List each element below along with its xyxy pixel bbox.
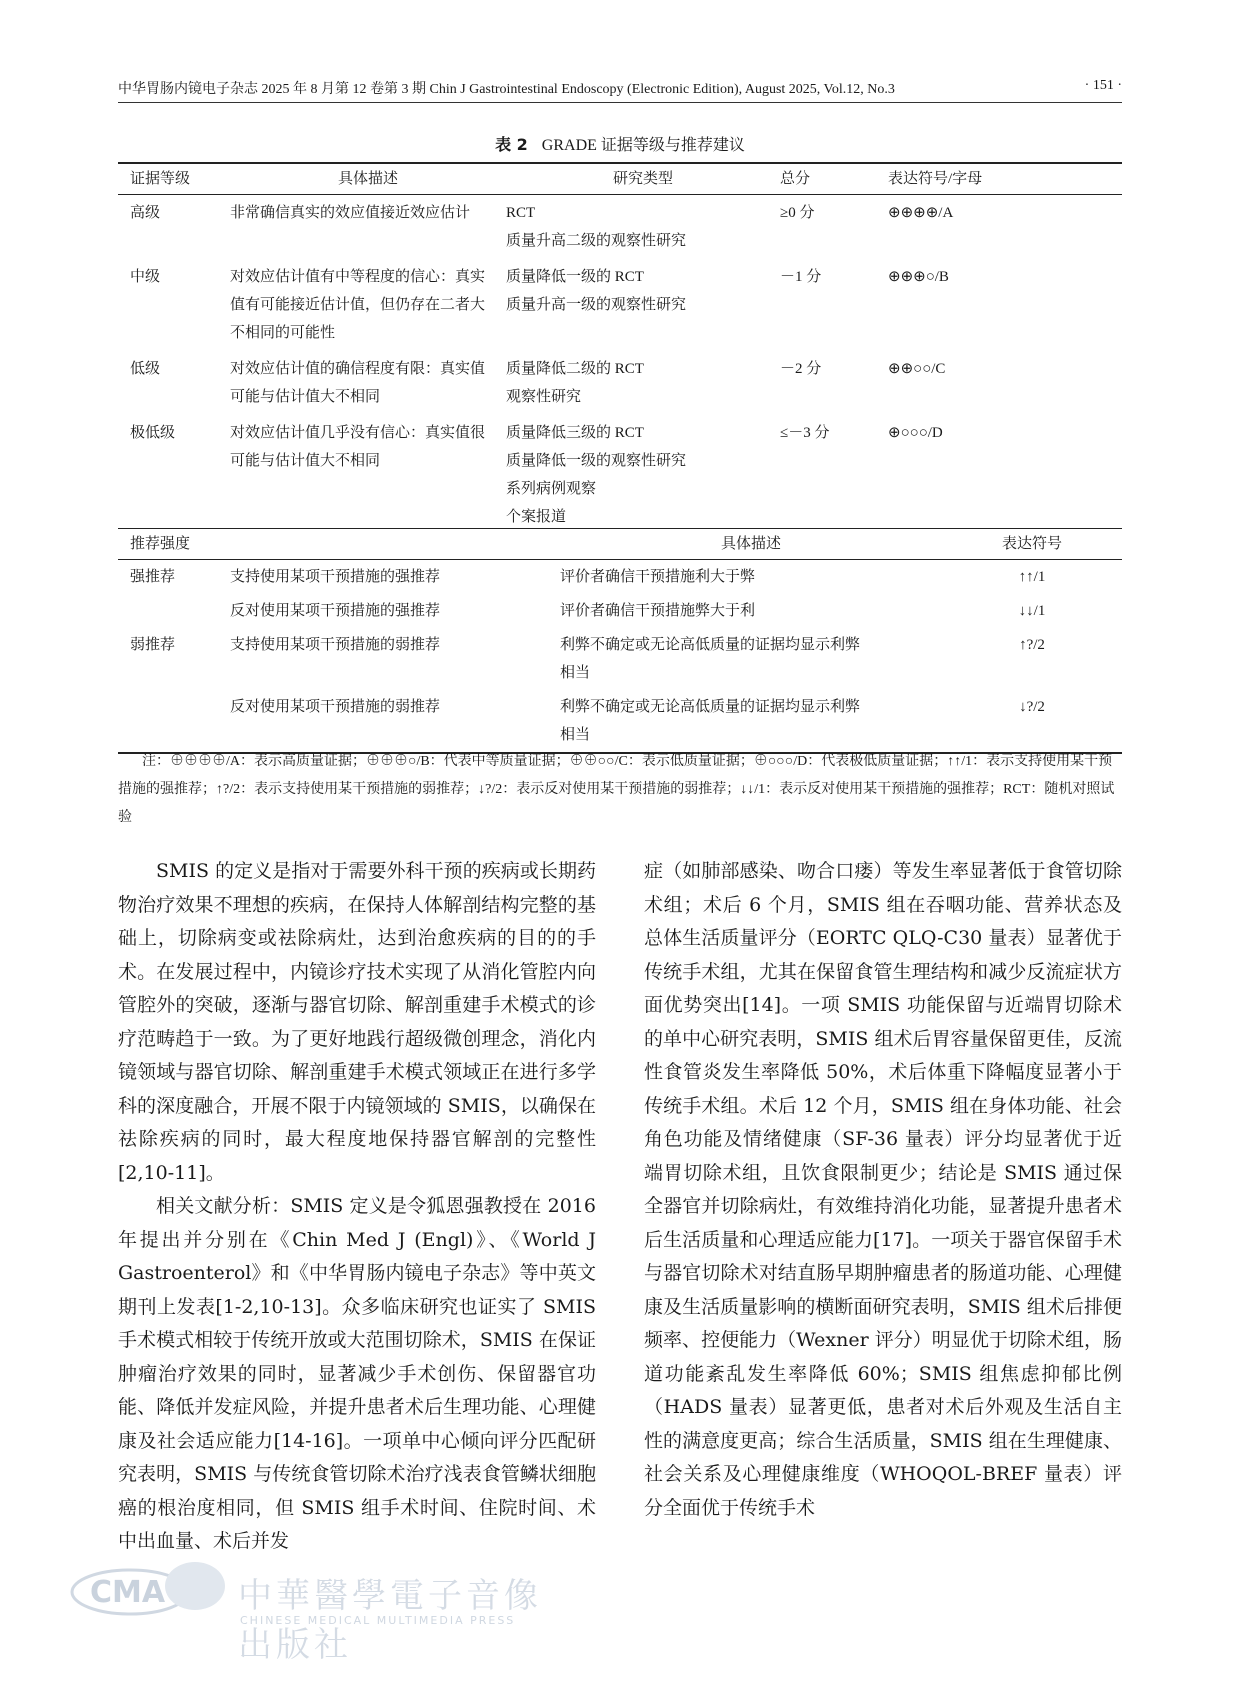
recommendation-symbol: ↓↓/1	[1018, 603, 1046, 619]
col-header-study-type: 研究类型	[612, 171, 673, 187]
evidence-symbol: ⊕⊕○○/C	[888, 361, 946, 377]
table-label: 表 2	[495, 135, 528, 154]
evidence-description: 对效应估计值的确信程度有限：真实值 可能与估计值大不相同	[230, 361, 486, 405]
logo-text: CMA	[90, 1575, 166, 1610]
recommendation-symbol: ↑?/2	[1019, 637, 1045, 653]
evidence-header-row	[118, 163, 1122, 195]
recommendation-symbol: ↓?/2	[1019, 699, 1045, 715]
evidence-symbol: ⊕○○○/D	[888, 425, 943, 441]
col-header-rec-description: 具体描述	[720, 536, 781, 552]
evidence-symbol: ⊕⊕⊕⊕/A	[888, 205, 954, 221]
paragraph: 相关文献分析：SMIS 定义是令狐恩强教授在 2016 年提出并分别在《Chin Med J (Engl)》、《World J Gastroenterol》和《中华胃肠内镜电子杂志》等中英文期刊上发表[1-2,10-13]。众多临床研究也证实了 SMIS 手术模式相较于传统开放或大范围切除术，SMIS 在保证肿瘤治疗效果的同时，显著减少手术创伤、保留器官功能、降低并发症风险，并提升患者术后生理功能、心理健康及社会适应能力[14-16]。一项单中心倾向评分匹配研究表明，SMIS 与传统食管切除术治疗浅表食管鳞状细胞癌的根治度相同，但 SMIS 组手术时间、住院时间、术中出血量、术后并发	[118, 1195, 596, 1552]
table-row	[118, 259, 1122, 351]
table-row	[118, 628, 1122, 690]
col-header-score: 总分	[780, 171, 811, 187]
evidence-level: 高级	[130, 205, 161, 221]
col-header-symbol: 表达符号/字母	[888, 171, 983, 187]
total-score: －2 分	[780, 361, 822, 377]
col-header-description: 具体描述	[337, 171, 398, 187]
col-header-rec-symbol: 表达符号	[1001, 536, 1062, 552]
table-row	[118, 415, 1122, 535]
recommendation-strength	[118, 594, 230, 628]
study-type: 质量降低二级的 RCT 观察性研究	[506, 361, 644, 405]
recommendation-header-row	[118, 529, 1122, 560]
recommendation-strength: 弱推荐	[130, 637, 176, 653]
page-number: · 151 ·	[1084, 78, 1122, 93]
col-header-blank	[230, 529, 560, 560]
study-type: RCT 质量升高二级的观察性研究	[506, 205, 687, 249]
table-row	[118, 560, 1122, 595]
study-type: 质量降低三级的 RCT 质量降低一级的观察性研究 系列病例观察 个案报道	[506, 425, 687, 525]
total-score: －1 分	[780, 269, 822, 285]
study-type: 质量降低一级的 RCT 质量升高一级的观察性研究	[506, 269, 687, 313]
recommendation-strength: 强推荐	[130, 569, 176, 585]
evidence-level: 极低级	[130, 425, 176, 441]
paragraph: SMIS 的定义是指对于需要外科干预的疾病或长期药物治疗效果不理想的疾病，在保持人体解剖结构完整的基础上，切除病变或祛除病灶，达到治愈疾病的目的的手术。在发展过程中，内镜诊疗技术实现了从消化管腔内向管腔外的突破，逐渐与器官切除、解剖重建手术模式的诊疗范畴趋于一致。为了更好地践行超级微创理念，消化内镜领域与器官切除、解剖重建手术模式领域正在进行多学科的深度融合，开展不限于内镜领域的 SMIS，以确保在祛除疾病的同时，最大程度地保持器官解剖的完整性[2,10-11]。	[118, 860, 596, 1184]
evidence-description: 对效应估计值有中等程度的信心：真实 值有可能接近估计值，但仍存在二者大 不相同的可能性	[230, 269, 486, 341]
table-footnote: 注：⊕⊕⊕⊕/A：表示高质量证据；⊕⊕⊕○/B：代表中等质量证据；⊕⊕○○/C：表示低质量证据；⊕○○○/D：代表极低质量证据；↑↑/1：表示支持使用某干预措施的强推荐；↑?/2：表示支持使用某干预措施的弱推荐；↓?/2：表示反对使用某干预措施的弱推荐；↓↓/1：表示反对使用某干预措施的强推荐；RCT：随机对照试验	[118, 754, 1115, 825]
recommendation-action: 支持使用某项干预措施的弱推荐	[230, 637, 441, 653]
table-row	[118, 690, 1122, 753]
col-header-level: 证据等级	[130, 171, 191, 187]
body-column-right	[644, 855, 1122, 1525]
table-row	[118, 195, 1122, 260]
recommendation-description: 利弊不确定或无论高低质量的证据均显示利弊 相当	[560, 637, 861, 681]
paragraph: 症（如肺部感染、吻合口瘘）等发生率显著低于食管切除术组；术后 6 个月，SMIS 组在吞咽功能、营养状态及总体生活质量评分（EORTC QLQ-C30 量表）显著优于传统手术组，尤其在保留食管生理结构和减少反流症状方面优势突出[14]。一项 SMIS 功能保留与近端胃切除术的单中心研究表明，SMIS 组术后胃容量保留更佳，反流性食管炎发生率降低 50%，术后体重下降幅度显著小于传统手术组。术后 12 个月，SMIS 组在身体功能、社会角色功能及情绪健康（SF-36 量表）评分均显著优于近端胃切除术组，且饮食限制更少；结论是 SMIS 通过保全器官并切除病灶，有效维持消化功能，显著提升患者术后生活质量和心理适应能力[17]。一项关于器官保留手术与器官切除术对结直肠早期肿瘤患者的肠道功能、心理健康及生活质量影响的横断面研究表明，SMIS 组术后排便频率、控便能力（Wexner 评分）明显优于切除术组，肠道功能紊乱发生率降低 60%；SMIS 组焦虑抑郁比例（HADS 量表）显著更低，患者对术后外观及生活自主性的满意度更高；综合生活质量，SMIS 组在生理健康、社会关系及心理健康维度（WHOQOL-BREF 量表）评分全面优于传统手术	[644, 860, 1122, 1519]
evidence-level: 中级	[130, 269, 161, 285]
recommendation-description: 评价者确信干预措施利大于弊	[560, 569, 756, 585]
body-column-left	[118, 855, 596, 1559]
recommendation-action: 支持使用某项干预措施的强推荐	[230, 569, 441, 585]
table-caption	[0, 132, 1240, 155]
table-row	[118, 594, 1122, 628]
recommendation-table	[118, 528, 1122, 754]
recommendation-description: 利弊不确定或无论高低质量的证据均显示利弊 相当	[560, 699, 861, 743]
evidence-description: 对效应估计值几乎没有信心：真实值很 可能与估计值大不相同	[230, 425, 486, 469]
recommendation-action: 反对使用某项干预措施的强推荐	[230, 603, 441, 619]
evidence-level-table	[118, 162, 1122, 535]
evidence-symbol: ⊕⊕⊕○/B	[888, 269, 949, 285]
table-title: GRADE 证据等级与推荐建议	[541, 137, 745, 154]
journal-citation: 中华胃肠内镜电子杂志 2025 年 8 月第 12 卷第 3 期 Chin J Gastrointestinal Endoscopy (Electronic Edition), August 2025, Vol.12, No.3	[118, 82, 895, 97]
evidence-level: 低级	[130, 361, 161, 377]
publisher-watermark	[70, 1560, 570, 1665]
publisher-name-en: CHINESE MEDICAL MULTIMEDIA PRESS	[240, 1614, 516, 1627]
col-header-strength: 推荐强度	[130, 536, 191, 552]
table-row	[118, 351, 1122, 415]
total-score: ≤－3 分	[780, 425, 830, 441]
recommendation-action: 反对使用某项干预措施的弱推荐	[230, 699, 441, 715]
cma-logo-icon	[70, 1560, 240, 1620]
running-header	[118, 78, 1122, 103]
recommendation-description: 评价者确信干预措施弊大于利	[560, 603, 756, 619]
total-score: ≥0 分	[780, 205, 815, 221]
publisher-name-cn: 中華醫學電子音像出版社	[238, 1576, 542, 1665]
evidence-description: 非常确信真实的效应值接近效应估计	[230, 205, 471, 221]
recommendation-symbol: ↑↑/1	[1018, 569, 1046, 585]
recommendation-strength	[118, 690, 230, 753]
